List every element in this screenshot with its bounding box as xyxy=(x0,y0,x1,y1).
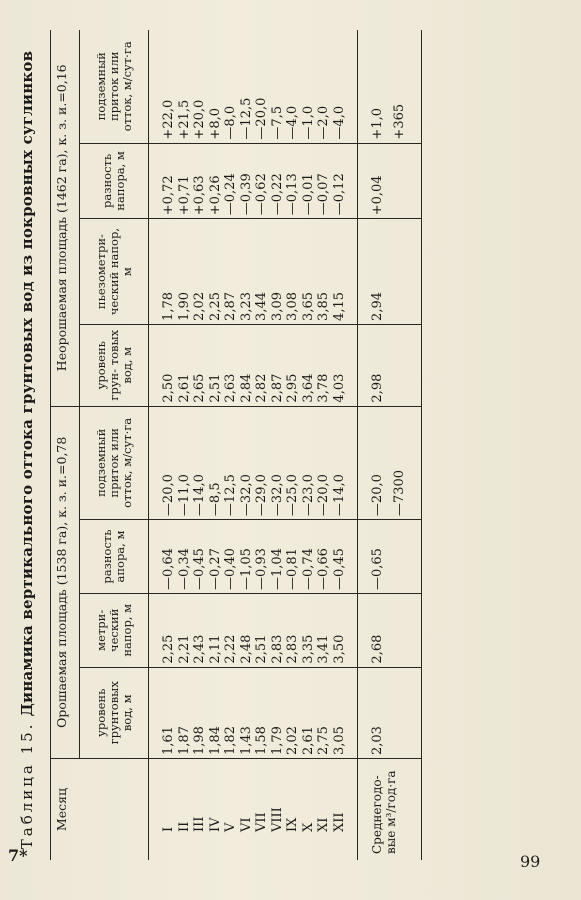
table-cell: —1,05 xyxy=(238,548,254,590)
table-cell: +20,0 xyxy=(192,99,207,140)
table-cell: —32,0 xyxy=(269,474,285,517)
table-cell: 3,35 xyxy=(300,634,316,664)
column-header-irr-diff: разность апора, м xyxy=(80,520,149,594)
table-cell: 2,75 xyxy=(316,726,331,755)
month-label: IV xyxy=(207,817,223,832)
table-cell: —0,45 xyxy=(192,548,207,590)
table-cell: 4,03 xyxy=(331,373,347,403)
table-cell: 3,23 xyxy=(238,291,254,321)
table-cell: —0,13 xyxy=(285,173,300,216)
table-cell: 1,58 xyxy=(254,726,269,755)
table-cell: 3,41 xyxy=(316,634,331,664)
avg-irrigated-diff: —0,65 xyxy=(358,520,422,594)
table-cell: —0,24 xyxy=(223,173,238,216)
column-header-irr-level: уровень грунтовых вод, м xyxy=(80,667,149,758)
table-caption xyxy=(18,30,36,870)
table-cell: +22,0 xyxy=(161,99,176,140)
caption-lead: Таблица 15. xyxy=(18,721,36,850)
table-cell: 3,09 xyxy=(269,291,285,321)
table-cell: 2,02 xyxy=(192,291,207,321)
table-cell: 2,61 xyxy=(300,726,316,755)
column-non-irrigated-level xyxy=(149,324,358,406)
month-label: V xyxy=(223,822,238,832)
table-cell: 3,78 xyxy=(316,373,331,403)
column-non-irrigated-diff xyxy=(149,143,358,219)
avg-irrigated-flow-daily: —20,0 xyxy=(370,474,385,517)
table-cell: +8,0 xyxy=(207,107,223,140)
table-cell: —0,07 xyxy=(316,173,331,216)
table-cell: —0,01 xyxy=(300,173,316,216)
table-cell: +21,5 xyxy=(176,99,192,140)
avg-non-irrigated-diff: +0,04 xyxy=(358,143,422,219)
table-cell: —23,0 xyxy=(300,474,316,517)
table-cell: —32,0 xyxy=(238,474,254,517)
month-label: I xyxy=(161,826,176,832)
table-cell: 3,50 xyxy=(331,634,347,664)
month-label: II xyxy=(176,821,192,832)
table-cell: 1,78 xyxy=(161,291,176,321)
table-cell: 3,65 xyxy=(300,291,316,321)
table-cell: —0,12 xyxy=(331,173,347,216)
avg-non-irrigated-level: 2,98 xyxy=(358,324,422,406)
table-cell: —14,0 xyxy=(331,474,347,517)
table-cell: —0,39 xyxy=(238,173,254,216)
table-cell: 1,61 xyxy=(161,726,176,755)
table-cell: 1,90 xyxy=(176,291,192,321)
table-cell: 1,87 xyxy=(176,726,192,755)
month-label: III xyxy=(192,816,207,832)
table-cell: 2,61 xyxy=(176,373,192,403)
table-cell: —25,0 xyxy=(285,474,300,517)
table-cell: 2,83 xyxy=(285,634,300,664)
month-label: IX xyxy=(285,817,300,832)
table-cell: —0,81 xyxy=(285,548,300,590)
column-header-irr-flow: подземный приток или отток, м/сут·га xyxy=(80,406,149,520)
table-cell: —7,5 xyxy=(269,105,285,140)
table-cell: 2,21 xyxy=(176,634,192,664)
table-cell: —0,34 xyxy=(176,548,192,590)
column-irrigated-flow xyxy=(149,406,358,520)
table-cell: —20,0 xyxy=(316,474,331,517)
table-cell: —11,0 xyxy=(176,474,192,517)
month-label: VI xyxy=(238,817,254,832)
avg-non-irrigated-flow-daily: +1,0 xyxy=(370,107,385,140)
table-cell: 2,51 xyxy=(207,373,223,403)
table-cell: 3,05 xyxy=(331,726,347,755)
table-cell: —0,40 xyxy=(223,548,238,590)
avg-non-irrigated-head: 2,94 xyxy=(358,219,422,325)
month-column xyxy=(149,759,358,861)
column-irrigated-head xyxy=(149,594,358,668)
table-cell: 2,87 xyxy=(223,291,238,321)
table-cell: 2,22 xyxy=(223,634,238,664)
table-cell: 2,11 xyxy=(207,634,223,664)
table-cell: 2,95 xyxy=(285,373,300,403)
column-irrigated-level xyxy=(149,667,358,758)
column-non-irrigated-head xyxy=(149,219,358,325)
table-cell: 2,25 xyxy=(207,291,223,321)
table-cell: 2,65 xyxy=(192,373,207,403)
table-cell: —2,0 xyxy=(316,105,331,140)
table-cell: —0,64 xyxy=(161,548,176,590)
average-label: Среднегодо- вые м³/год·га xyxy=(358,759,422,861)
table-cell: —1,0 xyxy=(300,105,316,140)
table-cell: 2,25 xyxy=(161,634,176,664)
table-cell: —8,5 xyxy=(207,482,223,517)
table-cell: 2,82 xyxy=(254,373,269,403)
table-cell: 3,64 xyxy=(300,373,316,403)
table-cell: +0,63 xyxy=(192,175,207,216)
table-cell: —0,62 xyxy=(254,173,269,216)
column-irrigated-diff xyxy=(149,520,358,594)
column-header-nonirr-head: пьезометри- ческий напор, м xyxy=(80,219,149,325)
avg-non-irrigated-flow-yearly: +365 xyxy=(391,103,407,140)
group-header-non-irrigated: Неорошаемая площадь (1462 га), к. з. и.=0,16 xyxy=(51,30,80,406)
table-cell: —0,93 xyxy=(254,548,269,590)
caption-title: Динамика вертикального оттока грунтовых вод из покровных суглинков xyxy=(18,50,36,717)
table-cell: 2,63 xyxy=(223,373,238,403)
table-cell: 3,44 xyxy=(254,291,269,321)
group-header-irrigated: Орошаемая площадь (1538 га), к. з. и.=0,78 xyxy=(51,406,80,758)
table-cell: 2,84 xyxy=(238,373,254,403)
table-cell: +0,71 xyxy=(176,175,192,216)
table-cell: 1,98 xyxy=(192,726,207,755)
table-cell: —20,0 xyxy=(161,474,176,517)
month-label: X xyxy=(300,822,316,832)
table-cell: —20,0 xyxy=(254,97,269,140)
table-cell: +0,26 xyxy=(207,175,223,216)
avg-irrigated-flow-yearly: —7300 xyxy=(391,469,407,517)
table-cell: —4,0 xyxy=(331,105,347,140)
avg-irrigated-flow xyxy=(358,406,422,520)
column-header-irr-head: метри- ческий напор, м xyxy=(80,594,149,668)
table-cell: 2,43 xyxy=(192,634,207,664)
page-number: 99 xyxy=(520,852,541,871)
month-label: XII xyxy=(331,812,347,832)
table-cell: 3,85 xyxy=(316,291,331,321)
table-cell: 1,84 xyxy=(207,726,223,755)
table-cell: 4,15 xyxy=(331,291,347,321)
table-cell: 2,83 xyxy=(269,634,285,664)
table-cell: 1,79 xyxy=(269,726,285,755)
table-cell: —0,66 xyxy=(316,548,331,590)
avg-irrigated-level: 2,03 xyxy=(358,667,422,758)
table-cell: —12,5 xyxy=(223,474,238,517)
column-header-nonirr-level: уровень грун- товых вод, м xyxy=(80,324,149,406)
table-cell: 3,08 xyxy=(285,291,300,321)
table-cell: —4,0 xyxy=(285,105,300,140)
table-cell: 2,02 xyxy=(285,726,300,755)
avg-irrigated-head: 2,68 xyxy=(358,594,422,668)
table-cell: —12,5 xyxy=(238,97,254,140)
table-cell: —1,04 xyxy=(269,548,285,590)
table-cell: 1,43 xyxy=(238,726,254,755)
table-cell: 2,87 xyxy=(269,373,285,403)
table-cell: —29,0 xyxy=(254,474,269,517)
groundwater-table xyxy=(50,30,422,860)
annual-average-row xyxy=(358,30,422,860)
month-header: Месяц xyxy=(51,759,149,861)
column-header-nonirr-diff: разность напора, м xyxy=(80,143,149,219)
table-cell: —8,0 xyxy=(223,105,238,140)
column-non-irrigated-flow xyxy=(149,30,358,143)
table-cell: 2,48 xyxy=(238,634,254,664)
table-cell: 2,50 xyxy=(161,373,176,403)
signature-mark: 7* xyxy=(8,846,28,865)
column-header-nonirr-flow: подземный приток или отток, м/сут·га xyxy=(80,30,149,143)
table-cell: —0,22 xyxy=(269,173,285,216)
table-cell: —0,45 xyxy=(331,548,347,590)
table-cell: 2,51 xyxy=(254,634,269,664)
month-label: VII xyxy=(254,812,269,832)
avg-non-irrigated-flow xyxy=(358,30,422,143)
table-cell: —0,27 xyxy=(207,548,223,590)
month-label: XI xyxy=(316,817,331,832)
table-cell: —0,74 xyxy=(300,548,316,590)
table-cell: +0,72 xyxy=(161,175,176,216)
table-cell: 1,82 xyxy=(223,726,238,755)
month-label: VIII xyxy=(269,807,285,832)
table-cell: —14,0 xyxy=(192,474,207,517)
